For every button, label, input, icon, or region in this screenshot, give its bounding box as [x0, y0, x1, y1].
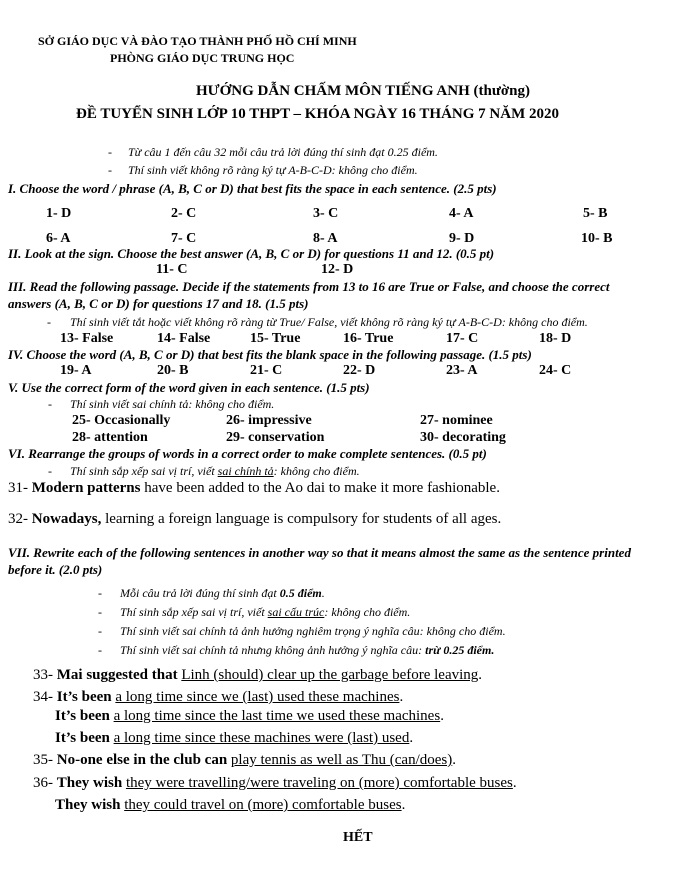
- intro-note-2: Thí sinh viết không rõ ràng ký tự A-B-C-D: không cho điểm.: [128, 163, 418, 177]
- answer-19: 19- A: [60, 363, 92, 378]
- answer-28: 28- attention: [72, 430, 148, 445]
- section-7-heading-2: before it. (2.0 pts): [8, 562, 103, 577]
- answer-key-page: SỞ GIÁO DỤC VÀ ĐÀO TẠO THÀNH PHỐ HỒ CHÍ MINH PHÒNG GIÁO DỤC TRUNG HỌC HƯỚNG DẪN CHẤM MÔN TIẾNG ANH (thường) ĐỀ TUYỂN SINH LỚP 10 THPT – KHÓA NGÀY 16 THÁNG 7 NĂM 2020 - Từ câu 1 đến câu 32 mỗi câu trả lời đúng thí sinh đạt 0.25 điểm. - Thí sinh viết không rõ ràng ký tự A-B-C-D: không cho điểm. I. Choose the word / phrase (A, B, C or D) that best fits the space in each sentence. (2.5 pts) 1- D 2- C 3- C 4- A 5- B 6- A 7- C 8- A 9- D 10- B II. Look at the sign. Choose the best answer (A, B, C or D) for questions 11 and 12. (0.5 pt) 11- C 12- D III. Read the following passage. Decide if the statements from 13 to 16 are True or False, and choose the correct answers (A, B, C or D) for questions 17 and 18. (1.5 pts) - Thí sinh viết tắt hoặc viết không rõ ràng từ True/ False, viết không rõ ràng ký tự A-B-C-D: không cho điểm. 13- False 14- False 15- True 16- True 17- C 18- D IV. Choose the word (A, B, C or D) that best fits the blank space in the following passage. (1.5 pts) 19- A 20- B 21- C 22- D 23- A 24- C V. Use the correct form of the word given in each sentence. (1.5 pts) - Thí sinh viết sai chính tả: không cho điểm. 25- Occasionally 26- impressive 27- nominee 28- attention 29- conservation 30- decorating VI. Rearrange the groups of words in a correct order to make complete sentences. (0.5 pt) - Thí sinh sắp xếp sai vị trí, viết sai chính tả: không cho điểm. 31- Modern patterns have been added to the Ao dai to make it more fashionable. 32- Nowadays, learning a foreign language is compulsory for students of all ages. VII. Rewrite each of the following sentences in another way so that it means almost the same as the sentence printed before it. (2.0 pts) - Mỗi câu trả lời đúng thí sinh đạt 0.5 điểm. - Thí sinh sắp xếp sai vị trí, viết sai cấu trúc: không cho điểm. - Thí sinh viết sai chính tả ảnh hưởng nghiêm trọng ý nghĩa câu: không cho điểm. - Thí sinh viết sai chính tả nhưng không ảnh hưởng ý nghĩa câu: trừ 0.25 điểm. 33- Mai suggested that Linh (should) clear up the garbage before leaving. 34- It’s been a long time since we (last) used these machines. It’s been a long time since the last time we used these machines. It’s been a long time since these machines were (last) used. 35- No-one else in the club can play tennis as well as Thu (can/does). 36- They wish they were travelling/were traveling on (more) comfortable buses. They wish they could travel on (more) comfortable buses. HẾT: [8, 34, 631, 845]
- org-line-2: PHÒNG GIÁO DỤC TRUNG HỌC: [110, 51, 295, 65]
- section-7-note-2: Thí sinh sắp xếp sai vị trí, viết sai cấu trúc: không cho điểm.: [120, 605, 411, 619]
- answer-34-a: 34- It’s been a long time since we (last) used these machines.: [33, 689, 404, 705]
- answer-3: 3- C: [313, 206, 339, 221]
- answer-26: 26- impressive: [226, 413, 312, 428]
- doc-title-2: ĐỀ TUYỂN SINH LỚP 10 THPT – KHÓA NGÀY 16 THÁNG 7 NĂM 2020: [76, 106, 559, 122]
- doc-title-1: HƯỚNG DẪN CHẤM MÔN TIẾNG ANH (thường): [196, 83, 530, 99]
- section-3-heading-1: III. Read the following passage. Decide if the statements from 13 to 16 are True or False, and choose the correct: [8, 279, 610, 294]
- answer-11: 11- C: [156, 262, 188, 277]
- section-5-note: Thí sinh viết sai chính tả: không cho điểm.: [70, 397, 275, 411]
- answer-22: 22- D: [343, 363, 376, 378]
- answer-15: 15- True: [250, 331, 301, 346]
- intro-note-1: Từ câu 1 đến câu 32 mỗi câu trả lời đúng thí sinh đạt 0.25 điểm.: [128, 145, 438, 159]
- answer-16: 16- True: [343, 331, 394, 346]
- section-7-note-1: Mỗi câu trả lời đúng thí sinh đạt 0.5 điểm.: [120, 586, 325, 600]
- section-6-heading: VI. Rearrange the groups of words in a correct order to make complete sentences. (0.5 pt): [8, 446, 487, 461]
- answer-9: 9- D: [449, 231, 475, 246]
- section-2-heading: II. Look at the sign. Choose the best answer (A, B, C or D) for questions 11 and 12. (0.5 pt): [8, 246, 495, 261]
- answer-14: 14- False: [157, 331, 211, 346]
- section-6-note: Thí sinh sắp xếp sai vị trí, viết sai chính tả: không cho điểm.: [70, 464, 360, 478]
- section-7-note-4: Thí sinh viết sai chính tả nhưng không ảnh hưởng ý nghĩa câu: trừ 0.25 điểm.: [120, 643, 495, 657]
- answer-25: 25- Occasionally: [72, 413, 171, 428]
- answer-5: 5- B: [583, 206, 608, 221]
- answer-7: 7- C: [171, 231, 197, 246]
- answer-33: 33- Mai suggested that Linh (should) clear up the garbage before leaving.: [33, 667, 483, 683]
- section-5-heading: V. Use the correct form of the word given in each sentence. (1.5 pts): [8, 380, 370, 395]
- answer-12: 12- D: [321, 262, 354, 277]
- answer-24: 24- C: [539, 363, 572, 378]
- org-line-1: SỞ GIÁO DỤC VÀ ĐÀO TẠO THÀNH PHỐ HỒ CHÍ MINH: [38, 34, 357, 48]
- section-1-heading: I. Choose the word / phrase (A, B, C or D) that best fits the space in each sentence. (2.5 pts): [8, 181, 497, 196]
- answer-20: 20- B: [157, 363, 189, 378]
- answer-36-b: They wish they could travel on (more) comfortable buses.: [55, 797, 406, 813]
- answer-6: 6- A: [46, 231, 71, 246]
- answer-1: 1- D: [46, 206, 72, 221]
- answer-31: 31- Modern patterns have been added to the Ao dai to make it more fashionable.: [8, 480, 500, 496]
- answer-29: 29- conservation: [226, 430, 325, 445]
- answer-35: 35- No-one else in the club can play tennis as well as Thu (can/does).: [33, 752, 457, 768]
- answer-23: 23- A: [446, 363, 478, 378]
- answer-34-b: It’s been a long time since the last time we used these machines.: [55, 708, 444, 724]
- section-4-heading: IV. Choose the word (A, B, C or D) that best fits the blank space in the following passage. (1.5 pts): [8, 347, 532, 362]
- section-7-heading-1: VII. Rewrite each of the following sentences in another way so that it means almost the same as the sentence printed: [8, 545, 631, 560]
- answer-30: 30- decorating: [420, 430, 506, 445]
- section-7-note-3: Thí sinh viết sai chính tả ảnh hưởng nghiêm trọng ý nghĩa câu: không cho điểm.: [120, 624, 506, 638]
- answer-2: 2- C: [171, 206, 197, 221]
- end-marker: HẾT: [343, 830, 373, 845]
- section-3-note: Thí sinh viết tắt hoặc viết không rõ ràng từ True/ False, viết không rõ ràng ký tự A-B-C-D: không cho điểm.: [70, 315, 588, 329]
- answer-10: 10- B: [581, 231, 613, 246]
- section-3-heading-2: answers (A, B, C or D) for questions 17 and 18. (1.5 pts): [8, 296, 309, 311]
- answer-17: 17- C: [446, 331, 479, 346]
- answer-34-c: It’s been a long time since these machines were (last) used.: [55, 730, 414, 746]
- answer-36-a: 36- They wish they were travelling/were traveling on (more) comfortable buses.: [33, 775, 517, 791]
- answer-32: 32- Nowadays, learning a foreign language is compulsory for students of all ages.: [8, 511, 502, 527]
- answer-4: 4- A: [449, 206, 474, 221]
- answer-18: 18- D: [539, 331, 572, 346]
- answer-27: 27- nominee: [420, 413, 493, 428]
- answer-8: 8- A: [313, 231, 338, 246]
- answer-21: 21- C: [250, 363, 283, 378]
- answer-13: 13- False: [60, 331, 114, 346]
